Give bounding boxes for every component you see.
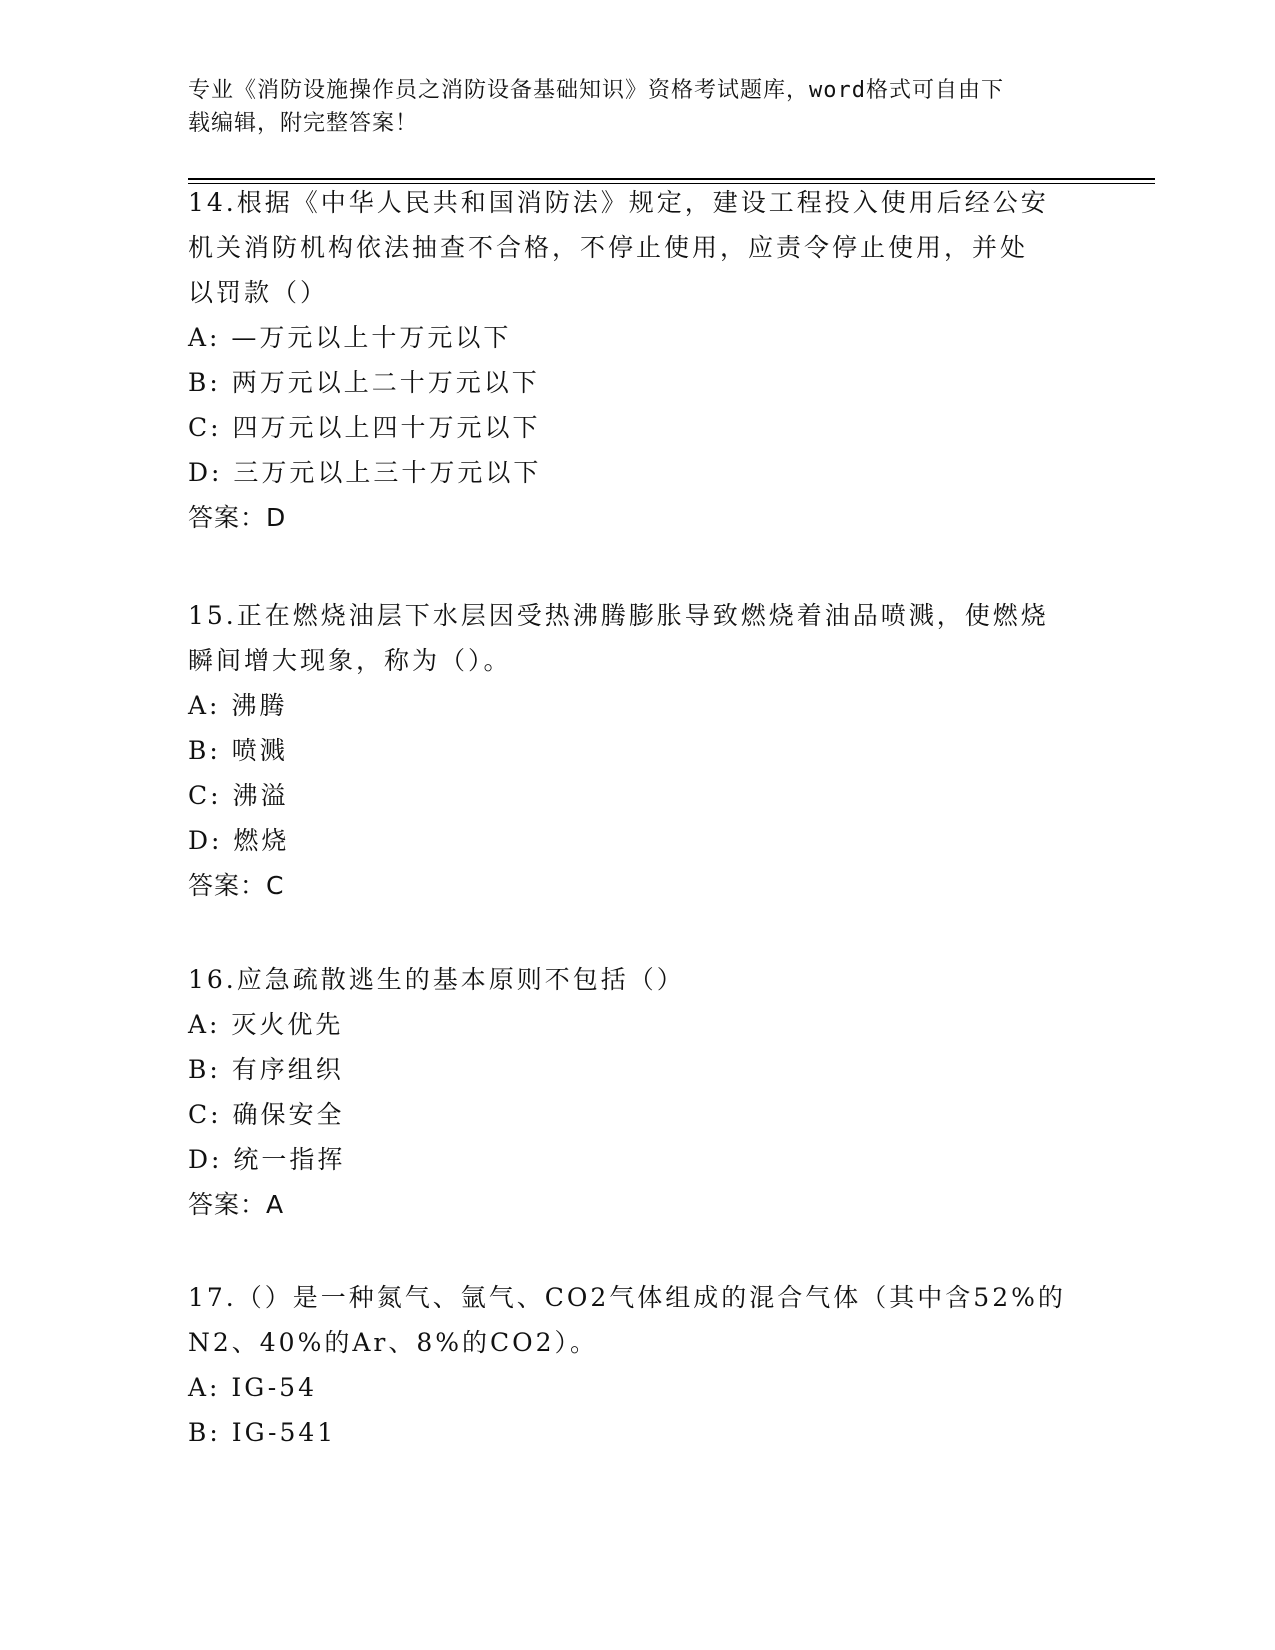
option-c: C: 确保安全 [188, 1100, 345, 1129]
question-text-line: 17.（）是一种氮气、氩气、CO2气体组成的混合气体（其中含52%的 [188, 1283, 1066, 1312]
question-14 [188, 180, 1088, 540]
option-c: C: 四万元以上四十万元以下 [188, 413, 541, 442]
question-text-line: 机关消防机构依法抽查不合格，不停止使用，应责令停止使用，并处 [188, 233, 1029, 262]
option-d: D: 燃烧 [188, 826, 290, 855]
question-15 [188, 593, 1088, 908]
option-a: A: 灭火优先 [188, 1010, 344, 1039]
option-d: D: 三万元以上三十万元以下 [188, 458, 542, 487]
answer: 答案：C [188, 871, 285, 900]
option-b: B: 两万元以上二十万元以下 [188, 368, 540, 397]
option-a: A: 沸腾 [188, 691, 288, 720]
question-text-line: 15.正在燃烧油层下水层因受热沸腾膨胀导致燃烧着油品喷溅，使燃烧 [188, 601, 1049, 630]
option-c: C: 沸溢 [188, 781, 289, 810]
option-a: A: IG-54 [188, 1373, 317, 1402]
option-a: A: —万元以上十万元以下 [188, 323, 512, 352]
option-d: D: 统一指挥 [188, 1145, 346, 1174]
document-header [188, 74, 1068, 140]
option-b: B: IG-541 [188, 1418, 337, 1447]
question-text-line: 以罚款（） [188, 278, 329, 307]
question-text-line: 瞬间增大现象，称为（）。 [188, 646, 512, 675]
answer: 答案：D [188, 503, 287, 532]
question-text-line: 14.根据《中华人民共和国消防法》规定，建设工程投入使用后经公安 [188, 188, 1049, 217]
option-b: B: 有序组织 [188, 1055, 344, 1084]
option-b: B: 喷溅 [188, 736, 288, 765]
header-line-2: 载编辑，附完整答案！ [188, 111, 419, 136]
question-16 [188, 957, 1088, 1227]
question-text-line: 16.应急疏散逃生的基本原则不包括（） [188, 965, 685, 994]
question-text-line: N2、40%的Ar、8%的CO2）。 [188, 1328, 599, 1357]
header-line-1: 专业《消防设施操作员之消防设备基础知识》资格考试题库，word格式可自由下 [188, 78, 1004, 103]
question-17 [188, 1275, 1088, 1455]
answer: 答案：A [188, 1190, 285, 1219]
